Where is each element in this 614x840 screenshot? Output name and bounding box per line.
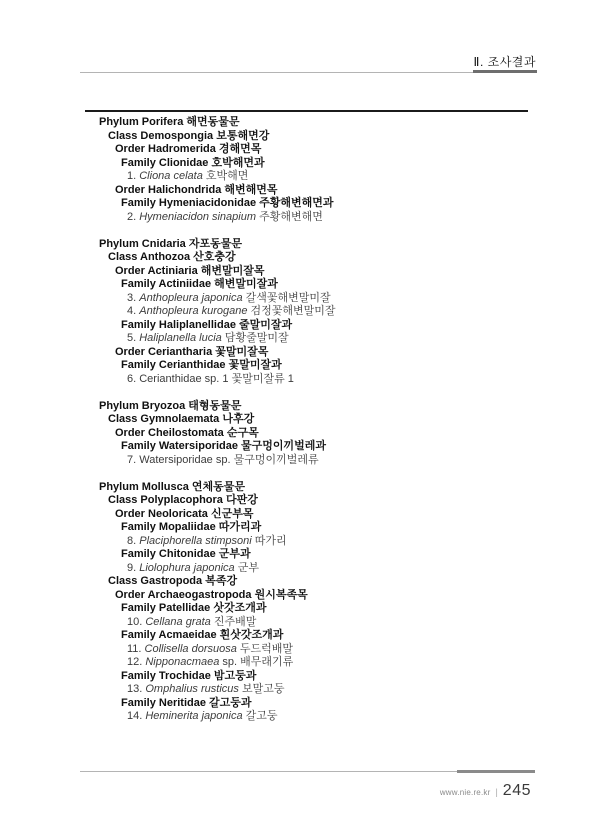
taxon-latin-name: Order Cheilostomata <box>115 426 224 439</box>
species-latin-name: Nipponacmaea <box>145 656 220 668</box>
species-korean-name: 담황줄말미잘 <box>221 332 289 344</box>
header-rule <box>80 72 537 73</box>
species-latin-name: Cellana grata <box>145 615 211 628</box>
taxon-latin-name: Class Gymnolaemata <box>108 413 220 425</box>
taxon-line <box>85 359 528 373</box>
taxon-latin-name: Order Neoloricata <box>115 507 208 520</box>
taxon-korean-name: 경해면목 <box>215 143 262 155</box>
taxon-latin-name: Family Watersiporidae <box>121 440 238 452</box>
taxon-line <box>85 575 528 589</box>
taxon-korean-name: 호박해면과 <box>208 156 265 169</box>
taxon-line <box>85 319 528 333</box>
taxon-latin-name: Family Neritidae <box>121 696 206 709</box>
species-line <box>85 562 528 576</box>
taxa-block-1 <box>85 116 528 224</box>
taxon-line <box>85 589 528 603</box>
species-number: 2. <box>127 210 140 223</box>
header-rule-accent <box>473 70 537 73</box>
taxon-latin-name: Class Gastropoda <box>108 575 203 587</box>
taxon-latin-name: Family Patellidae <box>121 602 211 614</box>
species-korean-name: 꽃말미잘류 1 <box>228 372 294 385</box>
taxon-korean-name: 나후강 <box>219 413 255 425</box>
taxon-latin-name: Class Polyplacophora <box>108 494 223 506</box>
species-line <box>85 373 528 387</box>
species-korean-name: 주황해변해면 <box>256 210 323 223</box>
species-line <box>85 211 528 225</box>
taxon-latin-name: Family Actiniidae <box>121 278 212 290</box>
taxonomy-list <box>85 110 528 724</box>
taxon-latin-name: Class Demospongia <box>108 129 214 142</box>
taxa-block-2 <box>85 238 528 387</box>
page-number: 245 <box>502 782 531 799</box>
species-latin-name: Anthopleura japonica <box>139 291 243 304</box>
taxon-latin-name: Family Mopaliidae <box>121 521 216 533</box>
taxon-line <box>85 116 528 130</box>
taxon-line <box>85 521 528 535</box>
taxon-line <box>85 494 528 508</box>
species-number: 3. <box>127 291 140 304</box>
taxon-korean-name: 다판강 <box>222 494 258 506</box>
taxon-korean-name: 밤고둥과 <box>210 669 257 682</box>
taxon-korean-name: 보통해면강 <box>213 129 270 142</box>
taxon-line <box>85 440 528 454</box>
species-latin-name: Collisella dorsuosa <box>144 642 237 655</box>
species-number: 4. <box>127 305 140 317</box>
taxon-line <box>85 602 528 616</box>
taxon-latin-name: Phylum Cnidaria <box>99 237 186 250</box>
species-latin-suffix: Watersiporidae sp. <box>139 453 231 466</box>
footer-website-url: www.nie.re.kr <box>439 788 491 797</box>
taxon-korean-name: 신군부목 <box>207 507 254 520</box>
species-number: 7. <box>127 453 140 466</box>
taxon-korean-name: 해변말미잘목 <box>197 264 265 277</box>
species-korean-name: 배무래기류 <box>237 656 294 668</box>
taxon-line <box>85 697 528 711</box>
species-line <box>85 643 528 657</box>
taxon-line <box>85 481 528 495</box>
species-latin-name: Omphalius rusticus <box>145 683 239 695</box>
species-latin-name: Placiphorella stimpsoni <box>139 534 252 547</box>
taxon-line <box>85 184 528 198</box>
taxon-line <box>85 413 528 427</box>
species-korean-name: 갈고둥 <box>242 710 278 722</box>
species-number: 12. <box>127 656 146 668</box>
taxon-korean-name: 순구목 <box>223 426 259 439</box>
taxon-line <box>85 143 528 157</box>
species-latin-name: Anthopleura kurogane <box>139 305 248 317</box>
species-korean-name: 보말고둥 <box>238 683 285 695</box>
taxon-korean-name: 삿갓조개과 <box>210 602 267 614</box>
taxa-block-3 <box>85 400 528 468</box>
taxon-latin-name: Family Trochidae <box>121 669 211 682</box>
taxon-latin-name: Order Ceriantharia <box>115 345 213 358</box>
species-line <box>85 616 528 630</box>
taxon-korean-name: 따가리과 <box>215 521 262 533</box>
species-line <box>85 454 528 468</box>
taxon-latin-name: Order Actiniaria <box>115 264 198 277</box>
taxon-line <box>85 400 528 414</box>
taxon-korean-name: 원시복족목 <box>251 588 308 601</box>
species-line <box>85 535 528 549</box>
taxon-line <box>85 278 528 292</box>
species-line <box>85 170 528 184</box>
species-line <box>85 710 528 724</box>
taxon-korean-name: 꽃말미잘과 <box>225 359 282 371</box>
taxon-korean-name: 주황해변해면과 <box>256 197 334 209</box>
taxon-latin-name: Family Haliplanellidae <box>121 318 236 331</box>
taxon-latin-name: Family Chitonidae <box>121 548 216 560</box>
species-number: 11. <box>127 642 145 655</box>
taxon-korean-name: 산호충강 <box>190 251 236 263</box>
taxon-latin-name: Phylum Bryozoa <box>99 399 186 412</box>
taxon-korean-name: 자포동물문 <box>185 237 242 250</box>
taxon-korean-name: 해면동물문 <box>183 116 240 128</box>
species-line <box>85 305 528 319</box>
species-korean-name: 진주배말 <box>210 615 257 628</box>
species-number: 13. <box>127 683 146 695</box>
species-latin-name: Hymeniacidon sinapium <box>139 210 257 223</box>
species-line <box>85 332 528 346</box>
taxon-line <box>85 427 528 441</box>
species-number: 8. <box>127 534 140 547</box>
taxon-korean-name: 태형동물문 <box>185 399 242 412</box>
species-number: 6. <box>127 372 140 385</box>
taxon-korean-name: 복족강 <box>202 575 238 587</box>
species-korean-name: 갈색꽃해변말미잘 <box>242 291 331 304</box>
taxon-latin-name: Family Cerianthidae <box>121 359 226 371</box>
taxon-line <box>85 346 528 360</box>
species-number: 5. <box>127 332 140 344</box>
taxon-latin-name: Order Halichondrida <box>115 183 222 196</box>
taxon-korean-name: 해변말미잘과 <box>211 278 278 290</box>
species-korean-name: 군부 <box>234 561 259 574</box>
taxon-latin-name: Class Anthozoa <box>108 251 191 263</box>
taxon-korean-name: 연체동물문 <box>188 480 246 493</box>
species-latin-name: Haliplanella lucia <box>139 332 222 344</box>
taxon-latin-name: Family Acmaeidae <box>121 629 217 641</box>
taxon-line <box>85 157 528 171</box>
species-latin-name: Heminerita japonica <box>145 710 243 722</box>
species-korean-name: 호박해면 <box>202 170 249 182</box>
taxon-korean-name: 해변해면목 <box>221 183 278 196</box>
taxon-line <box>85 197 528 211</box>
taxon-korean-name: 줄말미잘과 <box>235 318 293 331</box>
taxon-latin-name: Order Hadromerida <box>115 143 216 155</box>
page-header-title: Ⅱ. 조사결과 <box>473 55 536 69</box>
taxon-latin-name: Family Hymeniacidonidae <box>121 197 257 209</box>
species-korean-name: 물구멍이끼벌레류 <box>230 453 319 466</box>
taxon-line <box>85 130 528 144</box>
taxon-korean-name: 흰삿갓조개과 <box>216 629 284 641</box>
taxon-korean-name: 물구멍이끼벌레과 <box>237 440 327 452</box>
species-number: 14. <box>127 710 146 722</box>
species-number: 10. <box>127 615 146 628</box>
taxon-line <box>85 629 528 643</box>
species-number: 1. <box>127 170 140 182</box>
taxon-line <box>85 548 528 562</box>
taxon-latin-name: Phylum Porifera <box>99 116 184 128</box>
taxon-latin-name: Order Archaeogastropoda <box>115 588 252 601</box>
species-latin-suffix: sp. <box>219 656 238 668</box>
species-latin-suffix: Cerianthidae sp. 1 <box>139 372 229 385</box>
taxon-line <box>85 251 528 265</box>
species-latin-name: Liolophura japonica <box>139 561 235 574</box>
taxa-block-4 <box>85 481 528 724</box>
page-footer <box>440 782 531 800</box>
footer-separator: | <box>495 787 498 797</box>
footer-rule-accent <box>457 770 535 773</box>
taxon-korean-name: 꽃말미잘목 <box>212 345 269 358</box>
species-line <box>85 656 528 670</box>
species-line <box>85 683 528 697</box>
taxon-latin-name: Family Clionidae <box>121 156 209 169</box>
species-line <box>85 292 528 306</box>
taxon-line <box>85 508 528 522</box>
taxon-latin-name: Phylum Mollusca <box>99 480 189 493</box>
taxon-line <box>85 265 528 279</box>
species-number: 9. <box>127 561 140 574</box>
species-korean-name: 검정꽃해변말미잘 <box>247 305 336 317</box>
species-korean-name: 두드럭배말 <box>236 642 294 655</box>
taxon-line <box>85 238 528 252</box>
taxon-korean-name: 갈고둥과 <box>205 696 252 709</box>
species-latin-name: Cliona celata <box>139 170 203 182</box>
taxon-korean-name: 군부과 <box>215 548 251 560</box>
taxon-line <box>85 670 528 684</box>
species-korean-name: 따가리 <box>251 534 287 547</box>
